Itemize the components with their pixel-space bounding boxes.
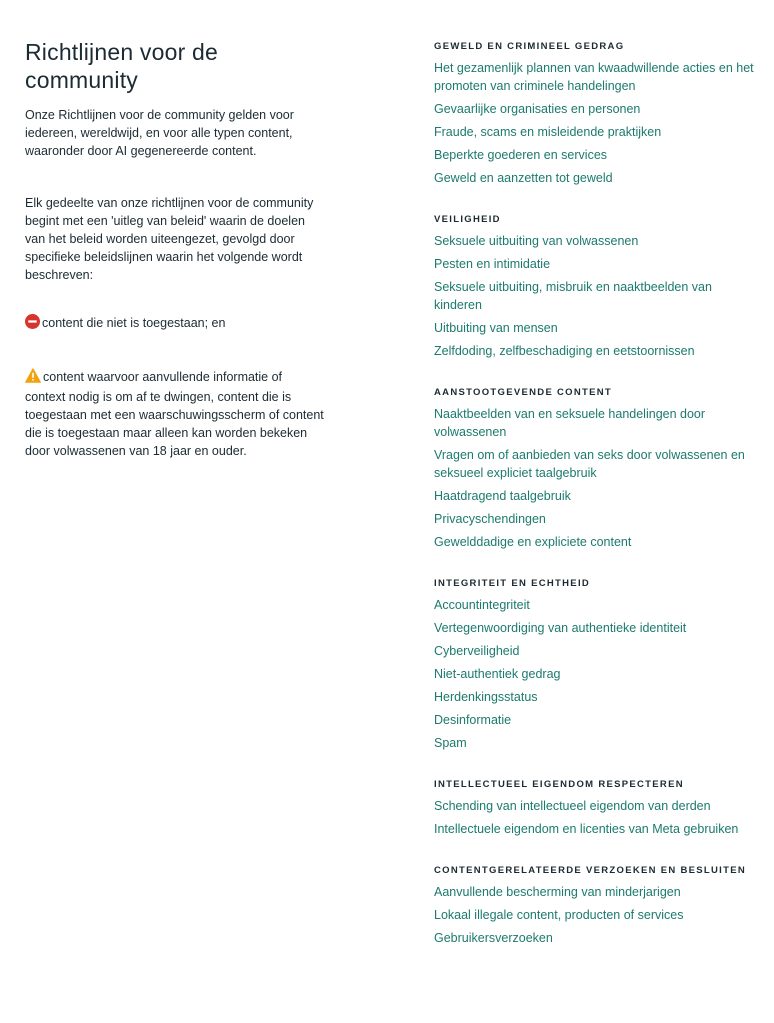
intro-column [25,38,325,460]
warning-icon [25,368,41,388]
needs-context-text: content waarvoor aanvullende informatie of context nodig is om af te dwingen, content die is toegestaan met een waarschuwingsscherm of content die is toegestaan maar alleen kan worden bekeken door volwassenen van 18 jaar en ouder. [25,370,324,458]
policy-link[interactable]: Aanvullende bescherming van minderjarigen [434,885,681,899]
page-title: Richtlijnen voor de community [25,39,219,93]
not-allowed-text: content die niet is toegestaan; en [42,316,226,330]
section-intellectual-property [434,778,754,838]
section-title: CONTENTGERELATEERDE VERZOEKEN EN BESLUITEN [434,865,746,876]
policy-link[interactable]: Zelfdoding, zelfbeschadiging en eetstoornissen [434,344,695,358]
section-title: GEWELD EN CRIMINEEL GEDRAG [434,41,625,52]
policy-link[interactable]: Gewelddadige en expliciete content [434,535,632,549]
policy-link[interactable]: Lokaal illegale content, producten of services [434,908,684,922]
policy-link[interactable]: Cyberveiligheid [434,644,520,658]
policy-link[interactable]: Privacyschendingen [434,512,546,526]
section-integrity-authenticity [434,577,754,752]
section-violence-criminal [434,40,754,187]
needs-context-item [25,368,325,460]
policy-link[interactable]: Fraude, scams en misleidende praktijken [434,125,662,139]
policy-link[interactable]: Geweld en aanzetten tot geweld [434,171,613,185]
policy-link[interactable]: Schending van intellectueel eigendom van derden [434,799,711,813]
policy-link[interactable]: Seksuele uitbuiting, misbruik en naaktbeelden van kinderen [434,280,712,312]
section-safety [434,213,754,360]
policy-link[interactable]: Pesten en intimidatie [434,257,551,271]
policy-link[interactable]: Beperkte goederen en services [434,148,608,162]
policy-link[interactable]: Haatdragend taalgebruik [434,489,571,503]
policy-link[interactable]: Vertegenwoordiging van authentieke identiteit [434,621,687,635]
section-objectionable-content [434,386,754,551]
policy-navigation [434,40,754,973]
section-title: VEILIGHEID [434,214,501,225]
policy-link[interactable]: Desinformatie [434,713,512,727]
section-title: AANSTOOTGEVENDE CONTENT [434,387,613,398]
section-title: INTELLECTUEEL EIGENDOM RESPECTEREN [434,779,684,790]
policy-link[interactable]: Spam [434,736,467,750]
no-entry-icon [25,314,40,334]
policy-link[interactable]: Uitbuiting van mensen [434,321,558,335]
section-title: INTEGRITEIT EN ECHTHEID [434,578,591,589]
policy-link[interactable]: Herdenkingsstatus [434,690,538,704]
policy-link[interactable]: Gebruikersverzoeken [434,931,553,945]
not-allowed-item [25,314,325,334]
policy-link[interactable]: Intellectuele eigendom en licenties van Meta gebruiken [434,822,739,836]
policy-link[interactable]: Vragen om of aanbieden van seks door volwassenen en seksueel expliciet taalgebruik [434,448,745,480]
structure-paragraph: Elk gedeelte van onze richtlijnen voor de community begint met een 'uitleg van beleid' waarin de doelen van het beleid worden uiteengezet, gevolgd door specifieke beleidslijnen waarin het volgende wordt beschreven: [25,196,314,282]
policy-link[interactable]: Gevaarlijke organisaties en personen [434,102,641,116]
policy-link[interactable]: Seksuele uitbuiting van volwassenen [434,234,639,248]
intro-paragraph: Onze Richtlijnen voor de community gelden voor iedereen, wereldwijd, en voor alle typen content, waaronder door AI gegenereerde content. [25,108,294,158]
policy-link[interactable]: Het gezamenlijk plannen van kwaadwillende acties en het promoten van criminele handelingen [434,61,754,93]
section-content-requests [434,864,754,947]
policy-link[interactable]: Naaktbeelden van en seksuele handelingen door volwassenen [434,407,706,439]
policy-link[interactable]: Niet-authentiek gedrag [434,667,561,681]
policy-link[interactable]: Accountintegriteit [434,598,530,612]
